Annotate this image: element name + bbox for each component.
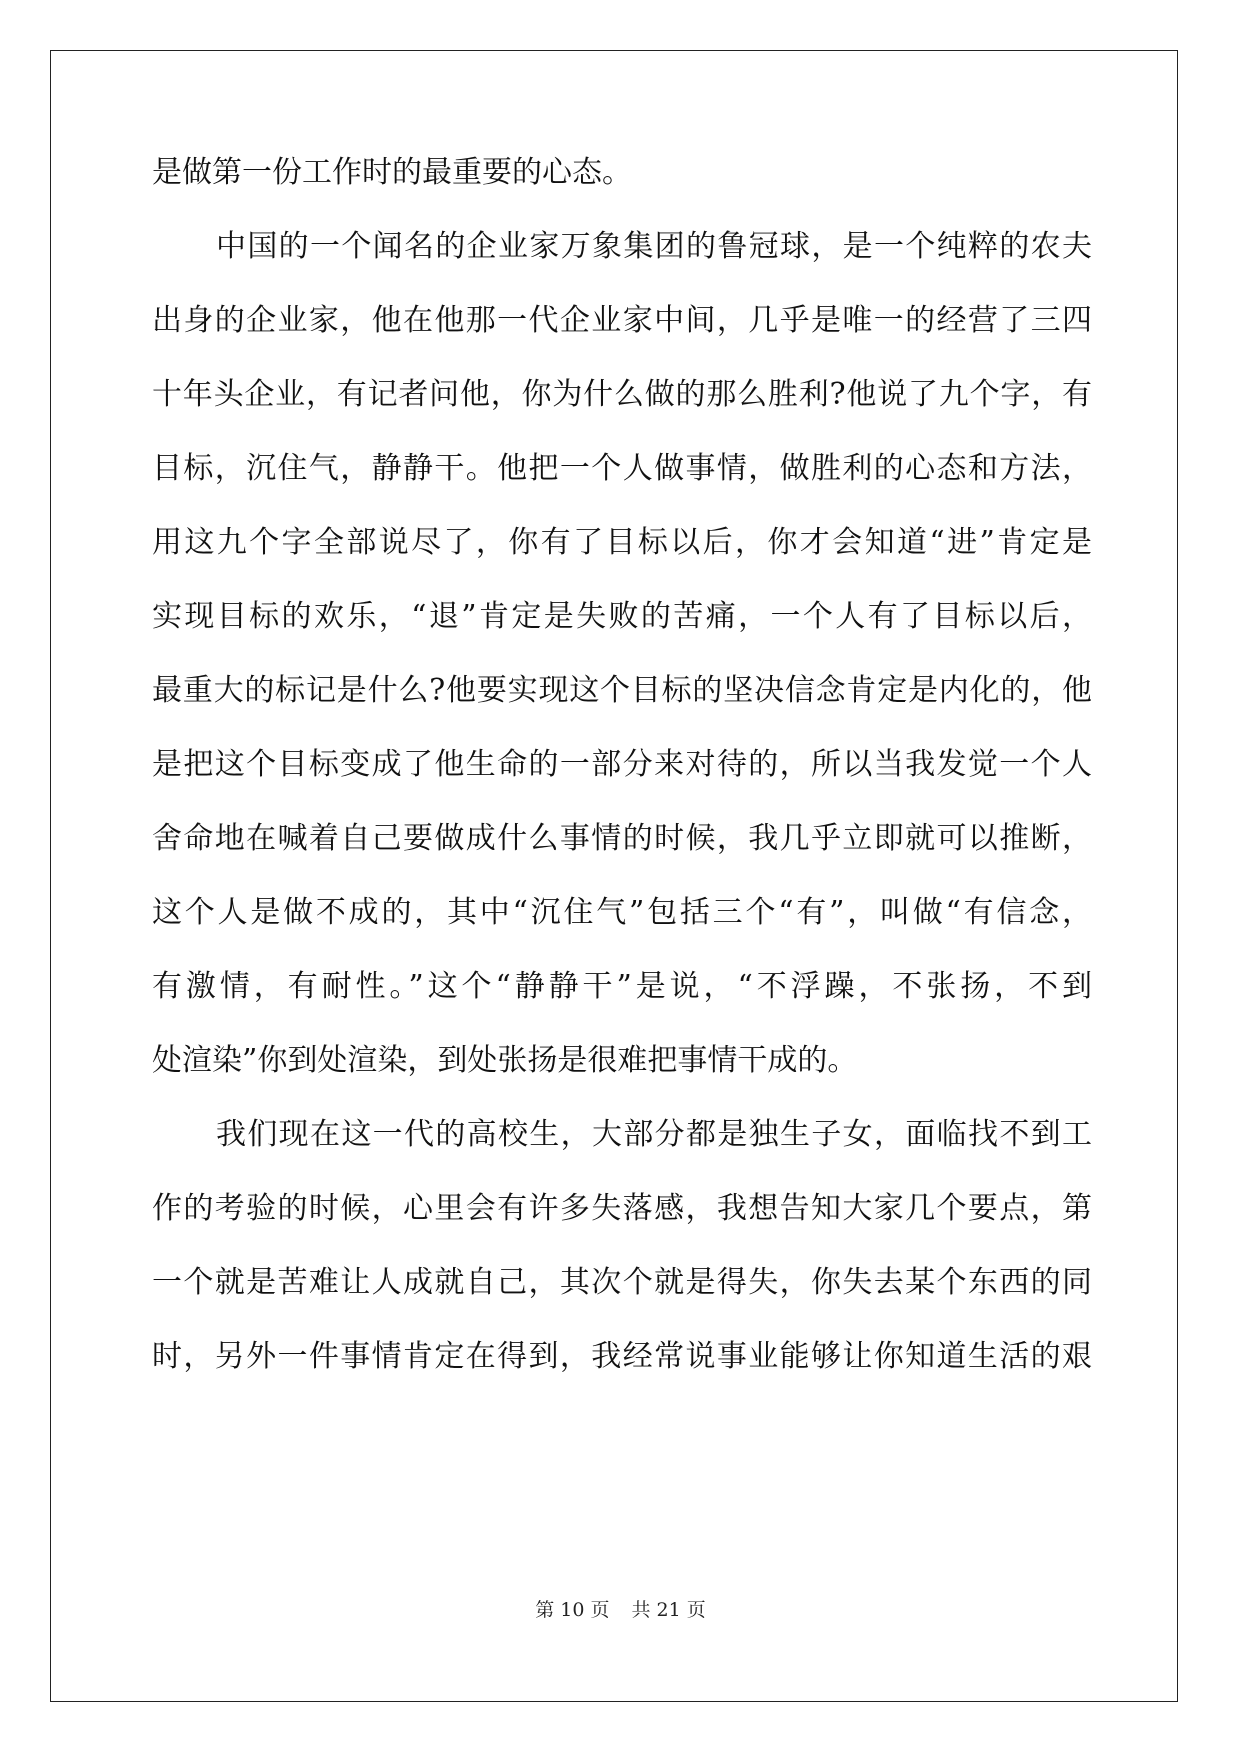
- text-line: 十年头企业，有记者问他，你为什么做的那么胜利?他说了九个字，有: [152, 377, 1092, 412]
- text-line: 目标，沉住气，静静干。他把一个人做事情，做胜利的心态和方法，: [152, 451, 1092, 486]
- page-footer: [0, 1595, 1241, 1622]
- text-line: 舍命地在喊着自己要做成什么事情的时候，我几乎立即就可以推断，: [152, 821, 1092, 856]
- page-border: [50, 50, 1178, 1702]
- text-line: 这个人是做不成的，其中“沉住气”包括三个“有”，叫做“有信念，: [152, 895, 1092, 930]
- text-line: 时，另外一件事情肯定在得到，我经常说事业能够让你知道生活的艰: [152, 1339, 1092, 1374]
- text-line: 作的考验的时候，心里会有许多失落感，我想告知大家几个要点，第: [152, 1191, 1092, 1226]
- text-line: 出身的企业家，他在他那一代企业家中间，几乎是唯一的经营了三四: [152, 303, 1092, 338]
- text-line: 我们现在这一代的高校生，大部分都是独生子女，面临找不到工: [216, 1117, 1092, 1152]
- page-total: 共 21 页: [631, 1599, 706, 1621]
- text-line: 有激情，有耐性。”这个“静静干”是说，“不浮躁，不张扬，不到: [152, 969, 1092, 1004]
- text-line: 用这九个字全部说尽了，你有了目标以后，你才会知道“进”肯定是: [152, 525, 1092, 560]
- text-line: 一个就是苦难让人成就自己，其次个就是得失，你失去某个东西的同: [152, 1265, 1092, 1300]
- text-line: 中国的一个闻名的企业家万象集团的鲁冠球，是一个纯粹的农夫: [216, 229, 1092, 264]
- text-line: 实现目标的欢乐，“退”肯定是失败的苦痛，一个人有了目标以后，: [152, 599, 1092, 634]
- text-line: 是做第一份工作时的最重要的心态。: [152, 155, 632, 190]
- text-line: 处渲染”你到处渲染，到处张扬是很难把事情干成的。: [152, 1043, 858, 1078]
- page-number: 第 10 页: [535, 1599, 610, 1621]
- text-line: 最重大的标记是什么?他要实现这个目标的坚决信念肯定是内化的，他: [152, 673, 1092, 708]
- text-line: 是把这个目标变成了他生命的一部分来对待的，所以当我发觉一个人: [152, 747, 1092, 782]
